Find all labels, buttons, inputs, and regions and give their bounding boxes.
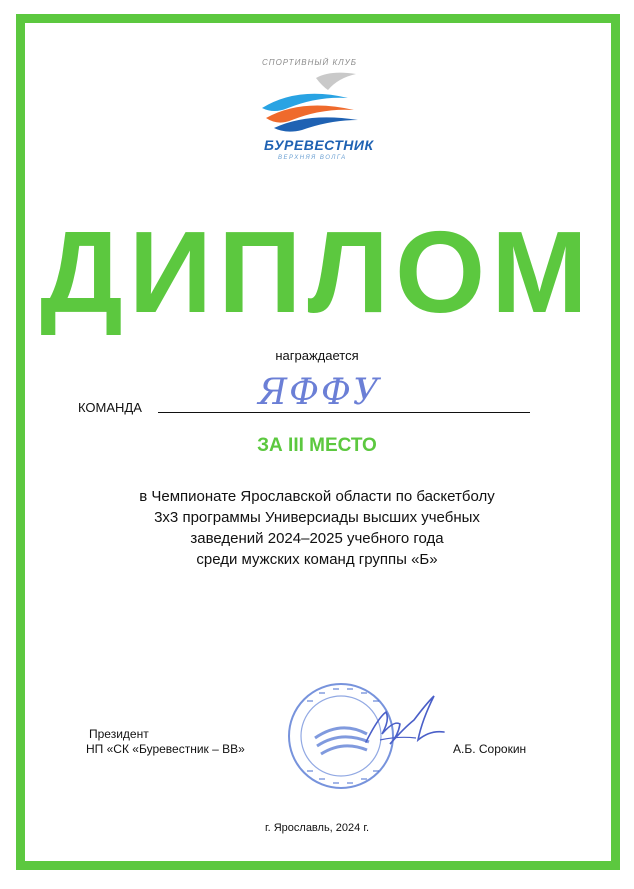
club-city: ВЕРХНЯЯ ВОЛГА bbox=[278, 155, 347, 161]
club-tagline: СПОРТИВНЫЙ КЛУБ bbox=[262, 58, 357, 67]
description-line: 3х3 программы Универсиады высших учебных bbox=[154, 509, 480, 526]
awarded-text: награждается bbox=[275, 348, 359, 363]
team-label: КОМАНДА bbox=[78, 400, 142, 415]
diploma-title: ДИПЛОМ bbox=[40, 207, 594, 337]
description-line: в Чемпионате Ярославской области по баскетболу bbox=[139, 488, 495, 505]
city-year: г. Ярославль, 2024 г. bbox=[264, 822, 370, 834]
signatory-name: А.Б. Сорокин bbox=[453, 742, 527, 756]
signatory-role: Президент bbox=[89, 727, 149, 741]
description-line: среди мужских команд группы «Б» bbox=[196, 551, 438, 568]
team-name-handwritten: ЯФФУ bbox=[258, 372, 381, 413]
description-line: заведений 2024–2025 учебного года bbox=[190, 530, 444, 547]
signatory-org: НП «СК «Буревестник – ВВ» bbox=[86, 742, 245, 756]
place-heading: ЗА III МЕСТО bbox=[257, 435, 377, 456]
competition-description bbox=[0, 486, 634, 570]
club-logo bbox=[258, 68, 378, 138]
club-name: БУРЕВЕСТНИК bbox=[264, 137, 374, 153]
signature-icon bbox=[360, 690, 450, 760]
